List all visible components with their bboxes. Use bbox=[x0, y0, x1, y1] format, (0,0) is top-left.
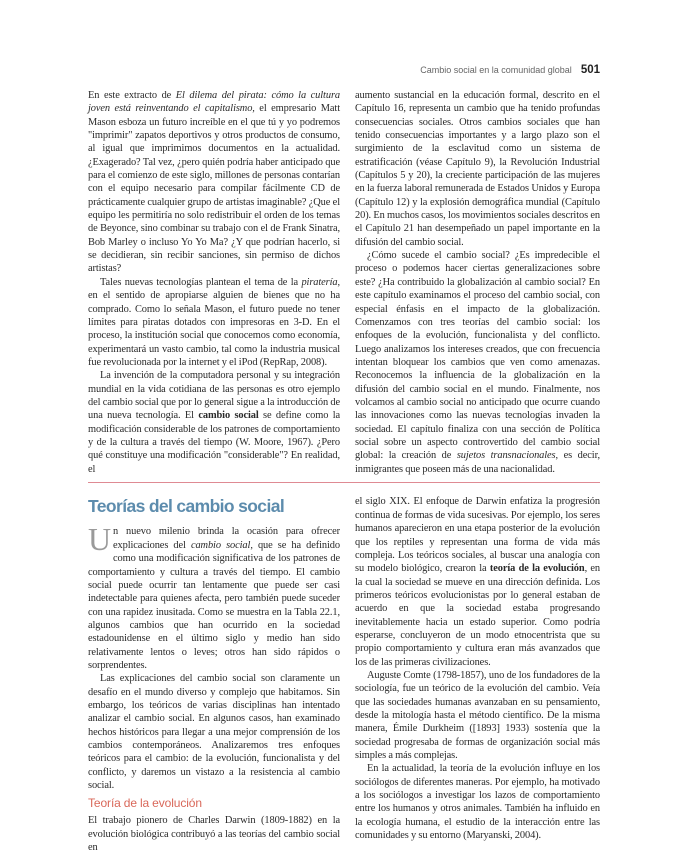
running-head bbox=[420, 64, 600, 76]
text-segment: el empresario Matt Mason esboza un futuro increíble en el que tú y yo podremos "imprimir" zapatos deportivos y otros productos de consumo, al igual que imprimimos documentos en la actualidad. ¿Exagerado? Tal vez, ¿pero quién podría haber anticipado que para el comienzo de este siglo, millones de personas contarían con el equipo necesario para compilar fácilmente CD de prácticamente cualquier grupo de artistas imaginable? ¿Que el equipo les permitiría no solo redistribuir el orden de los temas de Beyonce, sino combinar su trabajo con el de Frank Sinatra, Bob Marley o incluso Yo Yo Ma? ¿Y que podrían hacerlo, si se decidieran, sin recibir sanciones, sin permiso de dichos artistas? bbox=[88, 103, 341, 275]
evolution-paragraphs-left bbox=[88, 814, 340, 854]
text-segment: Tales nuevas tecnologías plantean el tema de la bbox=[100, 276, 302, 288]
paragraph bbox=[88, 369, 340, 476]
emphasis-text: El dilema del pirata: cómo la cultura joven está reinventando el capitalismo, bbox=[88, 90, 340, 115]
intro-section bbox=[88, 89, 600, 476]
intro-paragraphs bbox=[88, 521, 340, 792]
section-column-left bbox=[88, 495, 340, 854]
paragraph bbox=[88, 89, 340, 276]
text-segment: En la actualidad, la teoría de la evolución influye en los sociólogos de diferentes maneras. Por ejemplo, ha motivado a los sociólogos a investigar los lazos de comportamiento entre los humanos y otros animales. También ha influido en la ecología humana, el estudio de la interacción entre las comunidades y su entorno (Maryanski, 2004). bbox=[355, 763, 600, 842]
paragraph bbox=[355, 669, 600, 762]
paragraph bbox=[88, 276, 340, 369]
text-segment: , es decir, inmigrantes que poseen más de una nacionalidad. bbox=[355, 450, 601, 475]
key-term: teoría de la evolución bbox=[489, 563, 585, 575]
text-segment: aumento sustancial en la educación formal, descrito en el Capítulo 16, representa un cambio que ha tenido profundas consecuencias sociales. Otros cambios sociales que han tenido consecuencias importantes y a largo plazo son el surgimiento de la esclavitud como un sistema de estratificación (véase Capítulo 9), la Revolución Industrial (Capítulos 5 y 20), la creciente participación de las mujeres en la fuerza laboral remunerada de Estados Unidos y Europa (Capítulo 12) y la explosión demográfica mundial (Capítulo 20). En muchos casos, los movimientos sociales descritos en el Capítulo 21 han desempeñado un papel importante en la difusión del cambio social. bbox=[355, 90, 600, 248]
section-divider bbox=[88, 482, 600, 484]
text-segment: Auguste Comte (1798-1857), uno de los fundadores de la sociología, fue un teórico de la evolución del cambio. Veía que las sociedades humanas avanzaban en su pensamiento, desde la mitología hasta el método científico. De la misma manera, Émile Durkheim ([1893] 1933) sostenía que la sociedad progresaba de formas de organización social más simples a más complejas. bbox=[355, 669, 600, 761]
paragraph bbox=[355, 495, 600, 668]
paragraph bbox=[355, 249, 600, 476]
text-segment: Las explicaciones del cambio social son claramente un desafío en el mundo diverso y complejo que habitamos. Sin embargo, los teóricos de varias disciplinas han intentado analizar el cambio social. En algunos casos, han examinado hechos históricos para llegar a una mejor comprensión de los cambios contemporáneos. Analizaremos tres enfoques teóricos para el cambio: de la evolución, funcionalista y del conflicto, y daremos un vistazo a la resistencia al cambio social. bbox=[88, 673, 340, 791]
paragraph bbox=[88, 521, 340, 672]
drop-cap: U bbox=[88, 521, 112, 558]
emphasis-text: piratería bbox=[301, 276, 338, 288]
text-segment: el siglo XIX. El enfoque de Darwin enfatiza la progresión continua de formas de vida sucesivas. Por ejemplo, los seres humanos aparecieron en una etapa posterior de la evolución que los reptiles y representan una forma de vida más compleja. Los teóricos sociales, al buscar una analogía con su modelo biológico, crearon la bbox=[355, 496, 600, 575]
page-number: 501 bbox=[580, 64, 600, 76]
intro-column-left bbox=[88, 89, 340, 476]
subsection-heading: Teoría de la evolución bbox=[88, 796, 202, 811]
paragraph bbox=[88, 672, 340, 792]
emphasis-text: cambio social bbox=[190, 539, 251, 551]
emphasis-text: sujetos transnacionales bbox=[456, 450, 556, 462]
text-segment: La invención de la computadora personal y su integración mundial en la vida cotidiana de las personas es otro ejemplo del cambio social que por lo general sigue a la introducción de una nueva tecnología. El bbox=[88, 370, 340, 422]
paragraph bbox=[88, 814, 340, 854]
section-heading: Teorías del cambio social bbox=[88, 496, 285, 517]
text-segment: n nuevo milenio brinda la ocasión para ofrecer explicaciones del bbox=[113, 526, 340, 551]
text-segment: se define como la modificación considerable de los patrones de comportamiento y de la cultura a través del tiempo (W. Moore, 1967). ¿Pero qué constituye una modificación "considerable"? En realidad, el bbox=[88, 410, 340, 475]
section-column-right bbox=[355, 495, 600, 842]
key-term: cambio social bbox=[198, 410, 259, 422]
running-title: Cambio social en la comunidad global bbox=[420, 65, 572, 75]
text-segment: ¿Cómo sucede el cambio social? ¿Es impredecible el proceso o podemos hacer ciertas generalizaciones sobre este? ¿Ha contribuido la globalización al cambio social? En este capítulo examinamos el proceso del cambio social, con especial énfasis en el impacto de la globalización. Comenzamos con tres teorías del cambio social: los enfoques de la evolución, funcionalista y del conflicto. Luego analizamos los intereses creados, que con frecuencia intentan bloquear los cambios que ven como amenazas. Reconocemos la influencia de la globalización en la difusión del cambio social en el mundo. Finalmente, nos volcamos al cambio social no anticipado que ocurre cuando las innovaciones como las nuevas tecnologías invaden la sociedad. El capítulo finaliza con una sección de Política social sobre un aspecto controvertido del cambio social global: la creación de bbox=[355, 250, 600, 462]
text-segment: , que se ha definido como una modificación significativa de los patrones de comportamiento y cultura a través del tiempo. El cambio social puede ocurrir tan lentamente que puede ser casi indetectable para quienes afecta, pero también puede suceder con una rapidez inusitada. Como se muestra en la Tabla 22.1, algunos cambios que han ocurrido en la sociedad estadounidense en el último siglo y medio han sido relativamente lentos o leves; otros han sido rápidos o sorprendentes. bbox=[88, 539, 340, 671]
text-segment: , en la cual la sociedad se mueve en una dirección definida. Los primeros teóricos evolucionistas por lo general estaban de acuerdo en que la sociedad estaba progresando inevitablemente hacia un estado superior. Como podría esperarse, concluyeron de un modo etnocentrista que su propio comportamiento y cultura eran más avanzados que los de las primeras civilizaciones. bbox=[355, 563, 601, 668]
paragraph bbox=[355, 89, 600, 249]
intro-column-right bbox=[355, 89, 600, 476]
text-segment: El trabajo pionero de Charles Darwin (1809-1882) en la evolución biológica contribuyó a las teorías del cambio social en bbox=[88, 815, 340, 854]
text-segment: En este extracto de bbox=[88, 90, 176, 101]
theories-section bbox=[88, 495, 600, 854]
paragraph bbox=[355, 762, 600, 842]
page-body bbox=[88, 89, 600, 854]
text-segment: , en el sentido de apropiarse alguien de bienes que no ha comprado. Como lo señala Mason, el futuro puede no tener límites para piratas dotados con impresoras en 3-D. En el proceso, la institución social que conocemos como economía, experimentará un vasto cambio, tal como la industria musical fue revolucionada por la internet y el iPod (RepRap, 2008). bbox=[88, 276, 340, 368]
